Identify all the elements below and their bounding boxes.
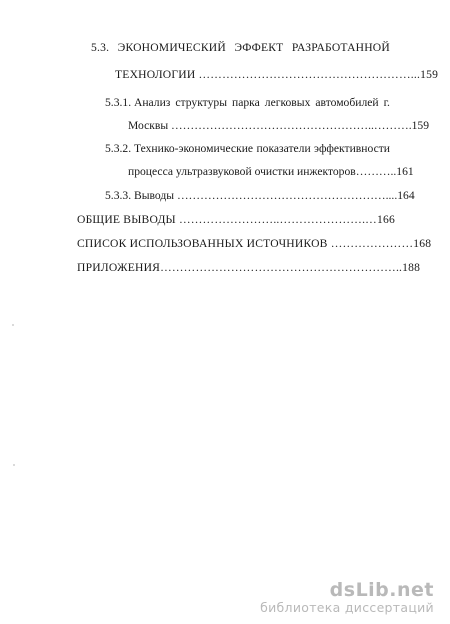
toc-word: 5.3.2. Технико-экономические xyxy=(105,142,254,155)
toc-word: показатели xyxy=(256,142,311,155)
scan-speck xyxy=(12,324,14,326)
toc-entry-5-3-1-line1 xyxy=(105,96,390,110)
toc-number: 5.3. xyxy=(91,41,110,54)
toc-word: структуры xyxy=(175,96,227,109)
watermark-logo: dsLib.net xyxy=(329,579,434,601)
toc-word: эффективности xyxy=(314,142,390,155)
toc-word: ЭКОНОМИЧЕСКИЙ xyxy=(117,41,226,54)
toc-entry-general-conclusions: ОБЩИЕ ВЫВОДЫ ……………………..………………….…166 xyxy=(77,213,395,226)
scan-speck xyxy=(13,464,15,466)
toc-entry-5-3-2-line1 xyxy=(105,142,390,156)
toc-entry-sources: СПИСОК ИСПОЛЬЗОВАННЫХ ИСТОЧНИКОВ …………………168 xyxy=(77,237,432,250)
toc-entry-5-3-2-line2: процесса ультразвуковой очистки инжекторов………..161 xyxy=(128,165,414,178)
toc-entry-5-3-3: 5.3.3. Выводы ………………………………………………....164 xyxy=(105,189,415,202)
toc-entry-5-3-1-line2: Москвы ……………………………………………..……….159 xyxy=(128,119,430,132)
toc-word: легковых xyxy=(264,96,311,109)
toc-word: парка xyxy=(232,96,260,109)
watermark-subtitle: библиотека диссертаций xyxy=(260,600,434,615)
toc-word: автомобилей xyxy=(315,96,379,109)
toc-word: 5.3.1. Анализ xyxy=(105,96,171,109)
toc-word: г. xyxy=(383,96,390,109)
toc-entry-5-3-line1 xyxy=(91,41,390,55)
toc-word: РАЗРАБОТАННОЙ xyxy=(291,41,390,54)
toc-entry-5-3-line2: ТЕХНОЛОГИИ ………………………………………………...159 xyxy=(115,68,439,81)
watermark xyxy=(260,580,434,615)
toc-entry-appendices: ПРИЛОЖЕНИЯ……………………………………………………..188 xyxy=(77,261,421,274)
toc-word: ЭФФЕКТ xyxy=(234,41,284,54)
